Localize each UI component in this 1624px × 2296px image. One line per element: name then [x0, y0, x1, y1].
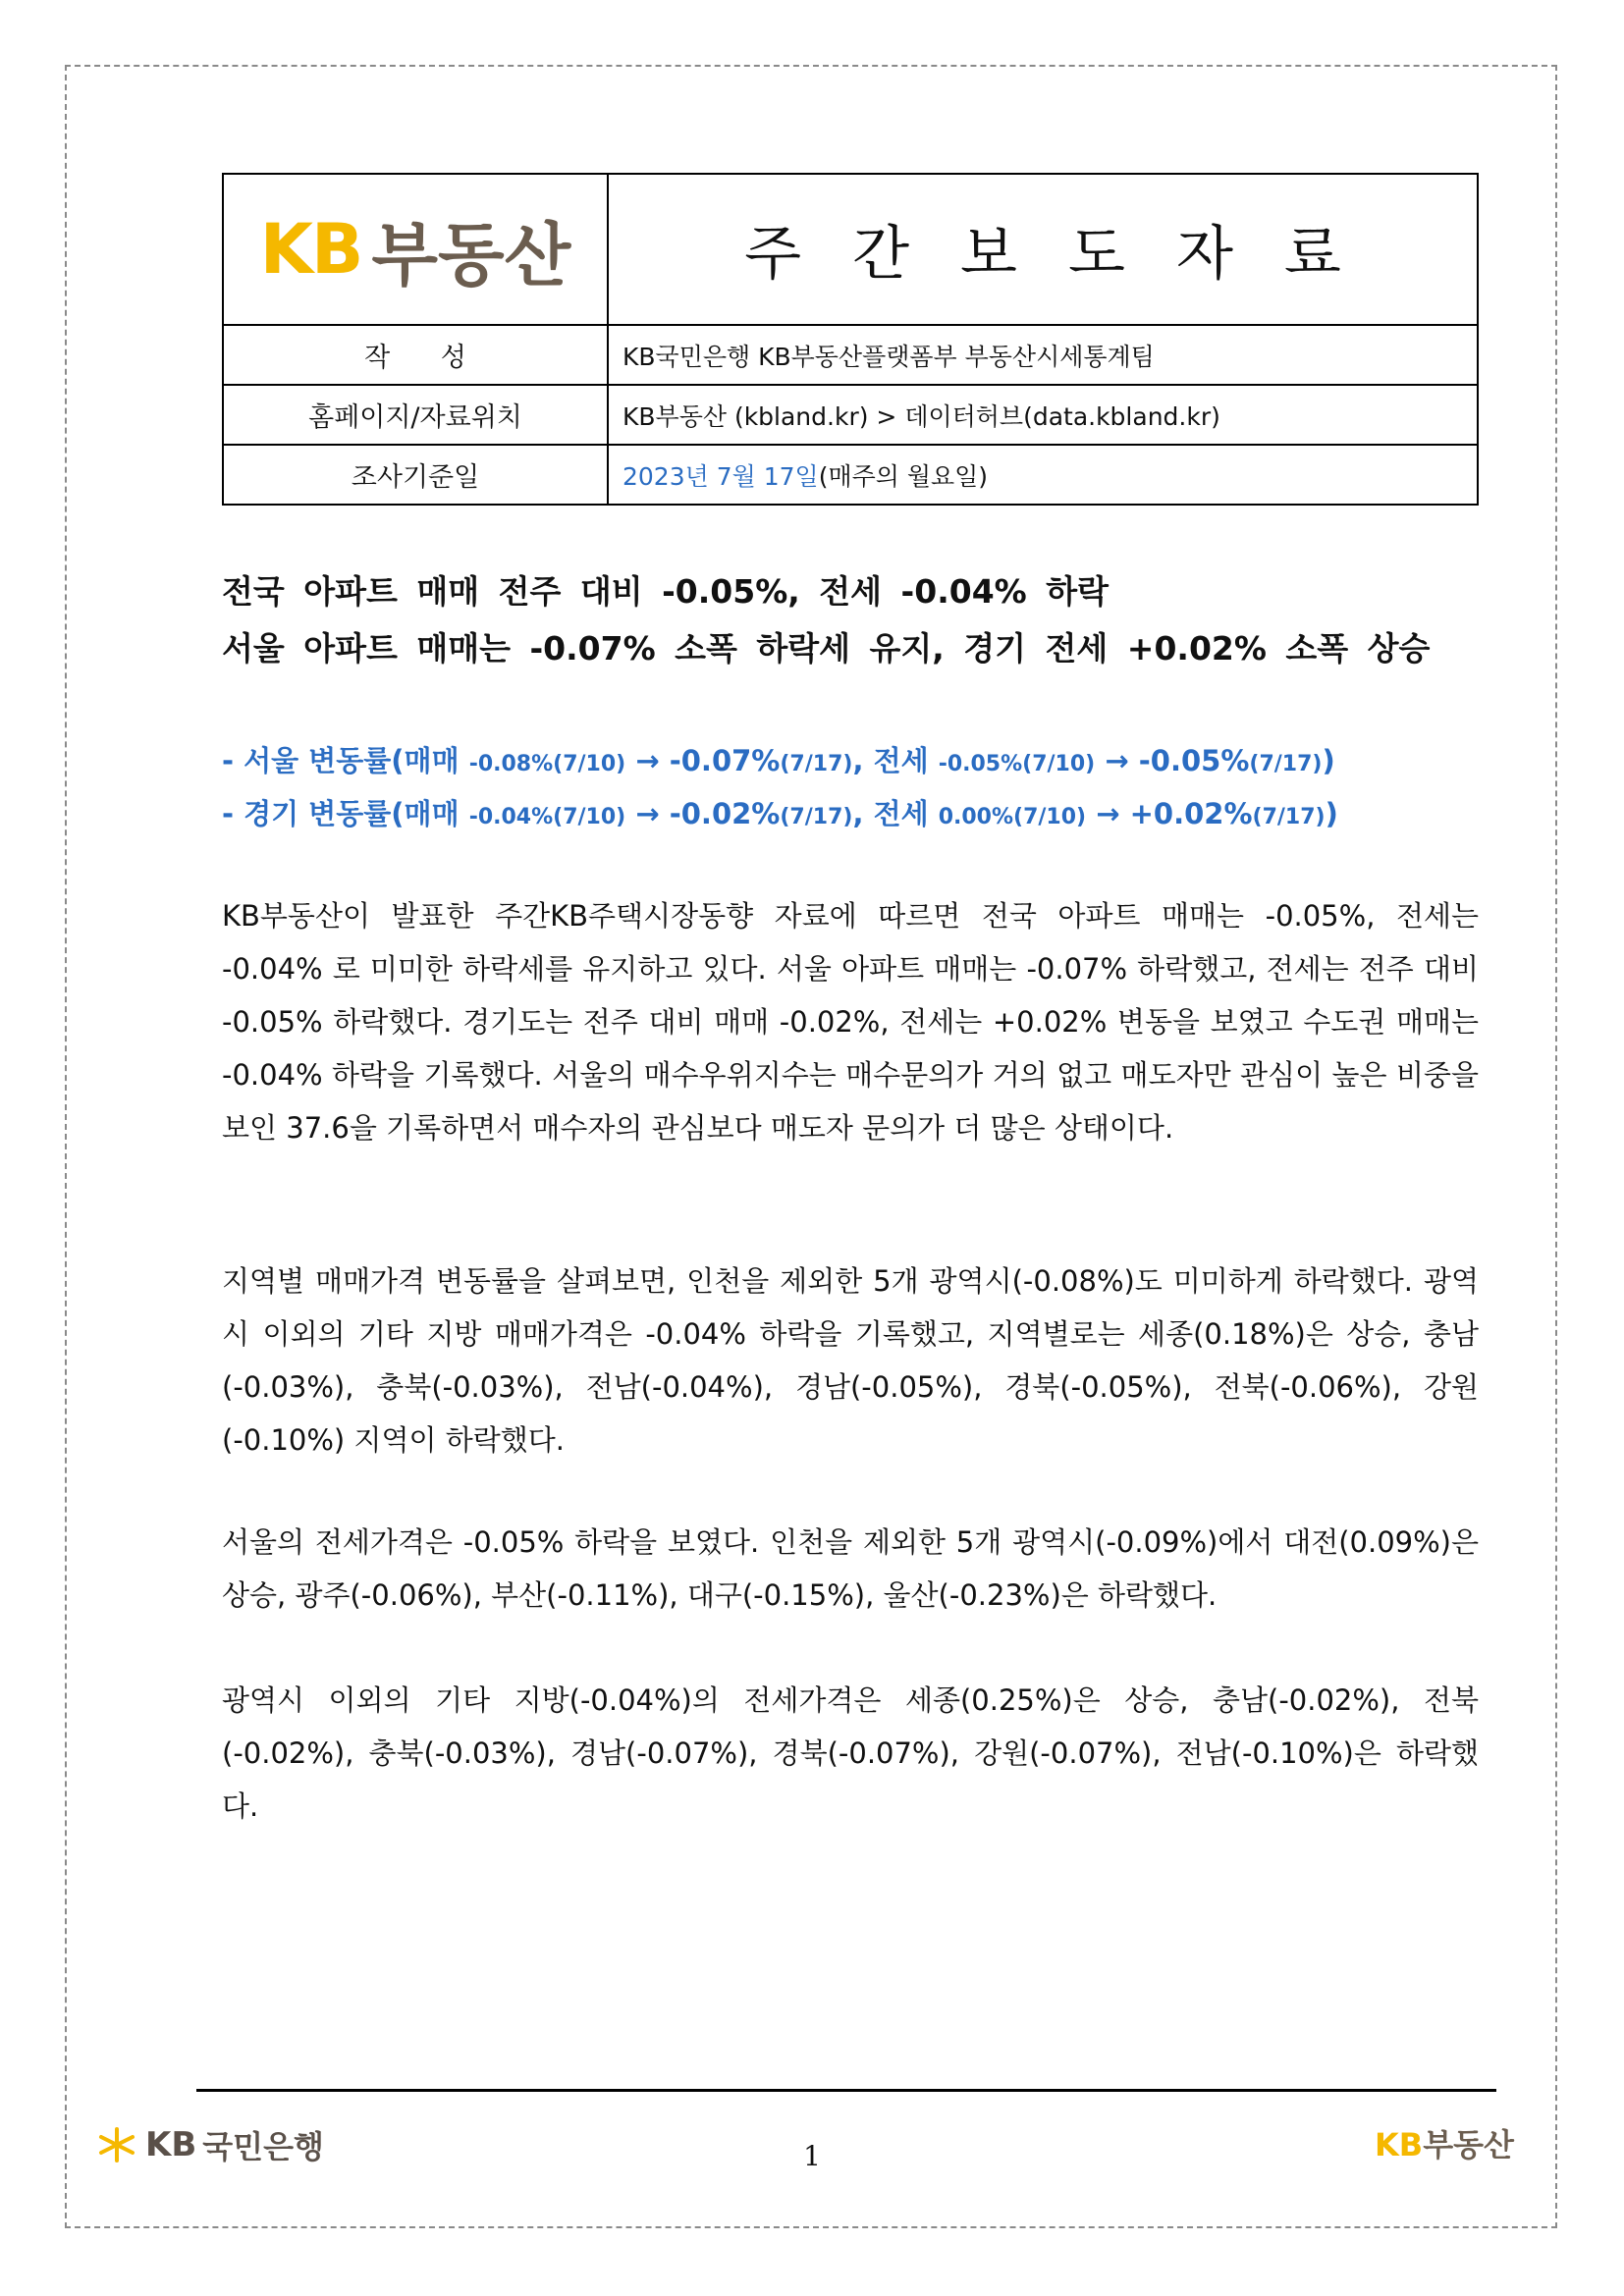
footer-logo-kb: KB	[1375, 2126, 1424, 2163]
headline	[222, 563, 1479, 677]
headline-line-2: 서울 아파트 매매는 -0.07% 소폭 하락세 유지, 경기 전세 +0.02% 소폭 상승	[222, 629, 1431, 667]
kb-land-logo	[260, 200, 570, 299]
summary-rates	[222, 734, 1498, 840]
headline-line-1: 전국 아파트 매매 전주 대비 -0.05%, 전세 -0.04% 하락	[222, 572, 1109, 611]
gyeonggi-jeonse-prev: 0.00%(7/10)	[938, 805, 1087, 829]
logo-kb: KB	[259, 209, 362, 290]
survey-date-label: 조사기준일	[223, 445, 608, 505]
gyeonggi-sale-curr: -0.02%	[669, 797, 781, 830]
gyeonggi-rate-line	[222, 787, 1498, 840]
paragraph-4: 광역시 이외의 기타 지방(-0.04%)의 전세가격은 세종(0.25%)은 상승, 충남(-0.02%), 전북(-0.02%), 충북(-0.03%), 경남(-0.07%), 경북(-0.07%), 강원(-0.07%), 전남(-0.10%)은 하락했다.	[222, 1683, 1479, 1823]
homepage-value: KB부동산 (kbland.kr) > 데이터허브(data.kbland.kr)	[608, 385, 1478, 445]
author-value: KB국민은행 KB부동산플랫폼부 부동산시세통계팀	[608, 325, 1478, 385]
footer-bank-name: 국민은행	[202, 2128, 324, 2165]
arrow: →	[1095, 744, 1139, 777]
seoul-mid: , 전세	[852, 744, 939, 777]
gyeonggi-sale-prev: -0.04%(7/10)	[468, 805, 626, 829]
seoul-prefix: - 서울 변동률(매매	[222, 744, 469, 777]
paragraph-3: 서울의 전세가격은 -0.05% 하락을 보였다. 인천을 제외한 5개 광역시(-0.09%)에서 대전(0.09%)은 상승, 광주(-0.06%), 부산(-0.11%), 대구(-0.15%), 울산(-0.23%)은 하락했다.	[222, 1525, 1479, 1612]
seoul-end: )	[1322, 744, 1335, 777]
seoul-sale-prev: -0.08%(7/10)	[468, 752, 626, 776]
arrow: →	[1086, 797, 1130, 830]
seoul-jeonse-curr-date: (7/17)	[1249, 752, 1323, 776]
gyeonggi-sale-curr-date: (7/17)	[780, 805, 853, 829]
survey-date-value	[608, 445, 1478, 505]
seoul-jeonse-prev: -0.05%(7/10)	[938, 752, 1096, 776]
kb-land-footer-logo	[1375, 2120, 1514, 2165]
gyeonggi-prefix: - 경기 변동률(매매	[222, 797, 469, 830]
page-number: 1	[803, 2140, 821, 2172]
author-label: 작 성	[223, 325, 608, 385]
gyeonggi-mid: , 전세	[852, 797, 939, 830]
seoul-sale-curr-date: (7/17)	[780, 752, 853, 776]
paragraph-1: KB부동산이 발표한 주간KB주택시장동향 자료에 따르면 전국 아파트 매매는 -0.05%, 전세는 -0.04% 로 미미한 하락세를 유지하고 있다. 서울 아파트 매매는 -0.07% 하락했고, 전세는 전주 대비 -0.05% 하락했다. 경기도는 전주 대비 매매 -0.02%, 전세는 +0.02% 변동을 보였고 수도권 매매는 -0.04% 하락을 기록했다. 서울의 매수우위지수는 매수문의가 거의 없고 매도자만 관심이 높은 비중을 보인 37.6을 기록하면서 매수자의 관심보다 매도자 문의가 더 많은 상태이다.	[222, 899, 1479, 1145]
gyeonggi-jeonse-curr-date: (7/17)	[1252, 805, 1326, 829]
header-table	[222, 173, 1479, 506]
seoul-jeonse-curr: -0.05%	[1138, 744, 1250, 777]
paragraph-2: 지역별 매매가격 변동률을 살펴보면, 인천을 제외한 5개 광역시(-0.08%)도 미미하게 하락했다. 광역시 이외의 기타 지방 매매가격은 -0.04% 하락을 기록했고, 지역별로는 세종(0.18%)은 상승, 충남(-0.03%), 충북(-0.03%), 전남(-0.04%), 경남(-0.05%), 경북(-0.05%), 전북(-0.06%), 강원(-0.10%) 지역이 하락했다.	[222, 1264, 1479, 1457]
logo-text: 부동산	[371, 214, 571, 295]
logo-cell	[223, 174, 608, 325]
seoul-sale-curr: -0.07%	[669, 744, 781, 777]
footer-bank-kb: KB	[145, 2125, 197, 2164]
homepage-label: 홈페이지/자료위치	[223, 385, 608, 445]
seoul-rate-line	[222, 734, 1498, 787]
gyeonggi-jeonse-curr: +0.02%	[1129, 797, 1253, 830]
arrow: →	[625, 797, 670, 830]
footer-logo-text: 부동산	[1423, 2126, 1514, 2163]
survey-date-note: (매주의 월요일)	[818, 461, 989, 491]
document-title: 주간보도자료	[608, 174, 1478, 325]
survey-date: 2023년 7월 17일	[623, 461, 819, 491]
footer-divider	[196, 2089, 1496, 2092]
arrow: →	[625, 744, 670, 777]
gyeonggi-end: )	[1325, 797, 1338, 830]
